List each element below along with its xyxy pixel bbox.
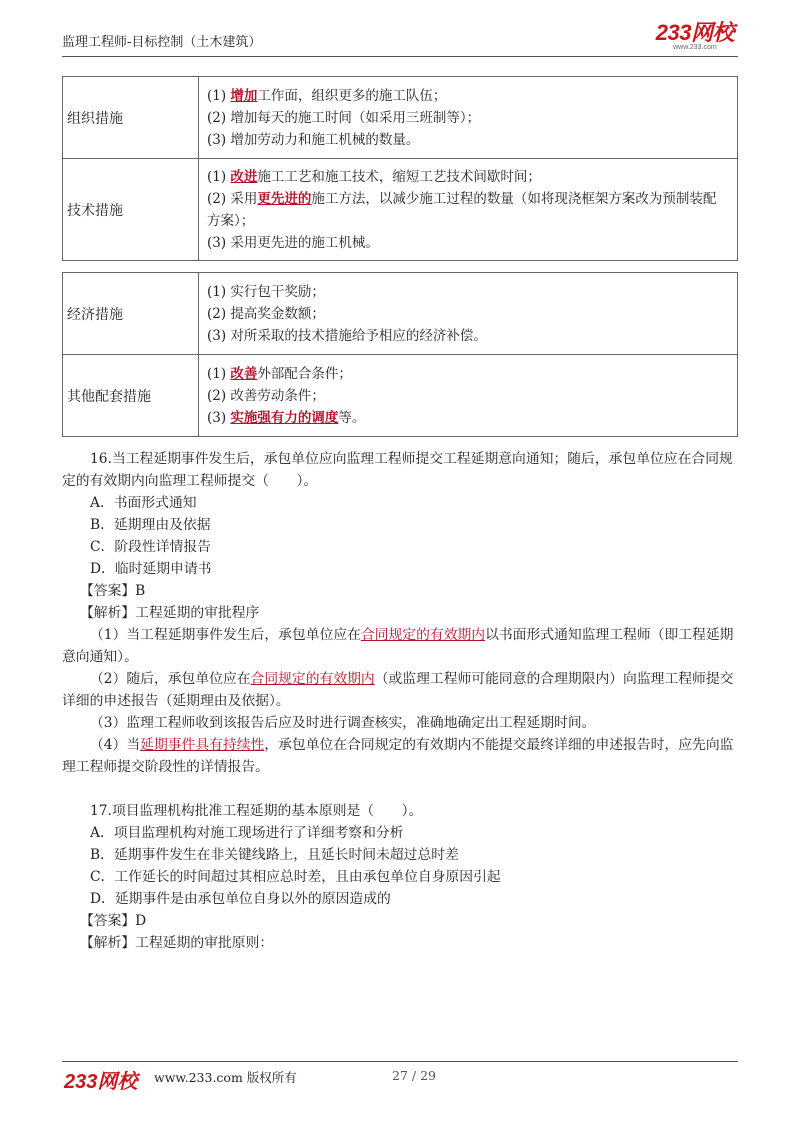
page-number: 27 / 29: [392, 1068, 436, 1083]
footer-logo[interactable]: 233网校: [64, 1071, 138, 1093]
q16-stem: 16.当工程延期事件发生后，承包单位应向监理工程师提交工程延期意向通知；随后，承包单位应在合同规定的有效期内向监理工程师提交（ ）。: [62, 451, 733, 489]
row-content: (1) 实行包干奖励； (2) 提高奖金数额； (3) 对所采取的技术措施给予相应的经济补偿。: [199, 273, 738, 355]
q16-answer: 【答案】B: [80, 583, 146, 599]
q17-option-d: D．延期事件是由承包单位自身以外的原因造成的: [90, 891, 391, 907]
row-content: (1) 改进施工工艺和施工技术，缩短工艺技术间歇时间； (2) 采用更先进的施工方法，以减少施工过程的数量（如将现浇框架方案改为预制装配方案）； (3) 采用更先进的施工机械。: [199, 159, 738, 261]
q16-option-d: D．临时延期申请书: [90, 561, 212, 577]
q16-point-4: （4）当延期事件具有持续性，承包单位在合同规定的有效期内不能提交最终详细的申述报告时，应先向监理工程师提交阶段性的详情报告。: [62, 737, 734, 775]
row-content: (1) 增加工作面，组织更多的施工队伍； (2) 增加每天的施工时间（如采用三班制等）； (3) 增加劳动力和施工机械的数量。: [199, 77, 738, 159]
table-row: [63, 273, 738, 355]
question-16: [62, 448, 742, 778]
header-title: 监理工程师-目标控制（土木建筑）: [62, 35, 262, 50]
page-footer: [62, 1061, 738, 1093]
brand-logo[interactable]: [656, 22, 734, 52]
row-label: 组织措施: [63, 77, 199, 159]
footer-copyright: www.233.com 版权所有: [154, 1070, 297, 1085]
q17-stem: 17.项目监理机构批准工程延期的基本原则是（ ）。: [90, 803, 423, 819]
q16-option-a: A．书面形式通知: [90, 495, 197, 511]
row-label: 其他配套措施: [63, 355, 199, 437]
q16-analysis: 【解析】工程延期的审批程序: [80, 605, 260, 621]
q17-option-a: A．项目监理机构对施工现场进行了详细考察和分析: [90, 825, 404, 841]
question-17: [62, 800, 742, 954]
row-content: (1) 改善外部配合条件； (2) 改善劳动条件； (3) 实施强有力的调度等。: [199, 355, 738, 437]
q16-point-3: （3）监理工程师收到该报告后应及时进行调查核实，准确地确定出工程延期时间。: [90, 715, 596, 731]
logo-url: www.233.com: [673, 44, 717, 51]
table-row: [63, 355, 738, 437]
row-label: 技术措施: [63, 159, 199, 261]
measures-table-1: [62, 76, 738, 261]
measures-table-2: [62, 272, 738, 437]
q16-point-1: （1）当工程延期事件发生后，承包单位应在合同规定的有效期内以书面形式通知监理工程师（即工程延期意向通知）。: [62, 627, 734, 665]
q16-point-2: （2）随后，承包单位应在合同规定的有效期内（或监理工程师可能同意的合理期限内）向监理工程师提交详细的申述报告（延期理由及依据）。: [62, 671, 734, 709]
q17-analysis: 【解析】工程延期的审批原则：: [80, 935, 274, 951]
q17-option-c: C．工作延长的时间超过其相应总时差，且由承包单位自身原因引起: [90, 869, 501, 885]
q17-answer: 【答案】D: [80, 913, 147, 929]
row-label: 经济措施: [63, 273, 199, 355]
table-row: [63, 77, 738, 159]
page-header: [62, 20, 738, 57]
q16-option-c: C．阶段性详情报告: [90, 539, 211, 555]
logo-text: 233网校: [655, 20, 734, 45]
q17-option-b: B．延期事件发生在非关键线路上，且延长时间未超过总时差: [90, 847, 459, 863]
q16-option-b: B．延期理由及依据: [90, 517, 211, 533]
table-row: [63, 159, 738, 261]
